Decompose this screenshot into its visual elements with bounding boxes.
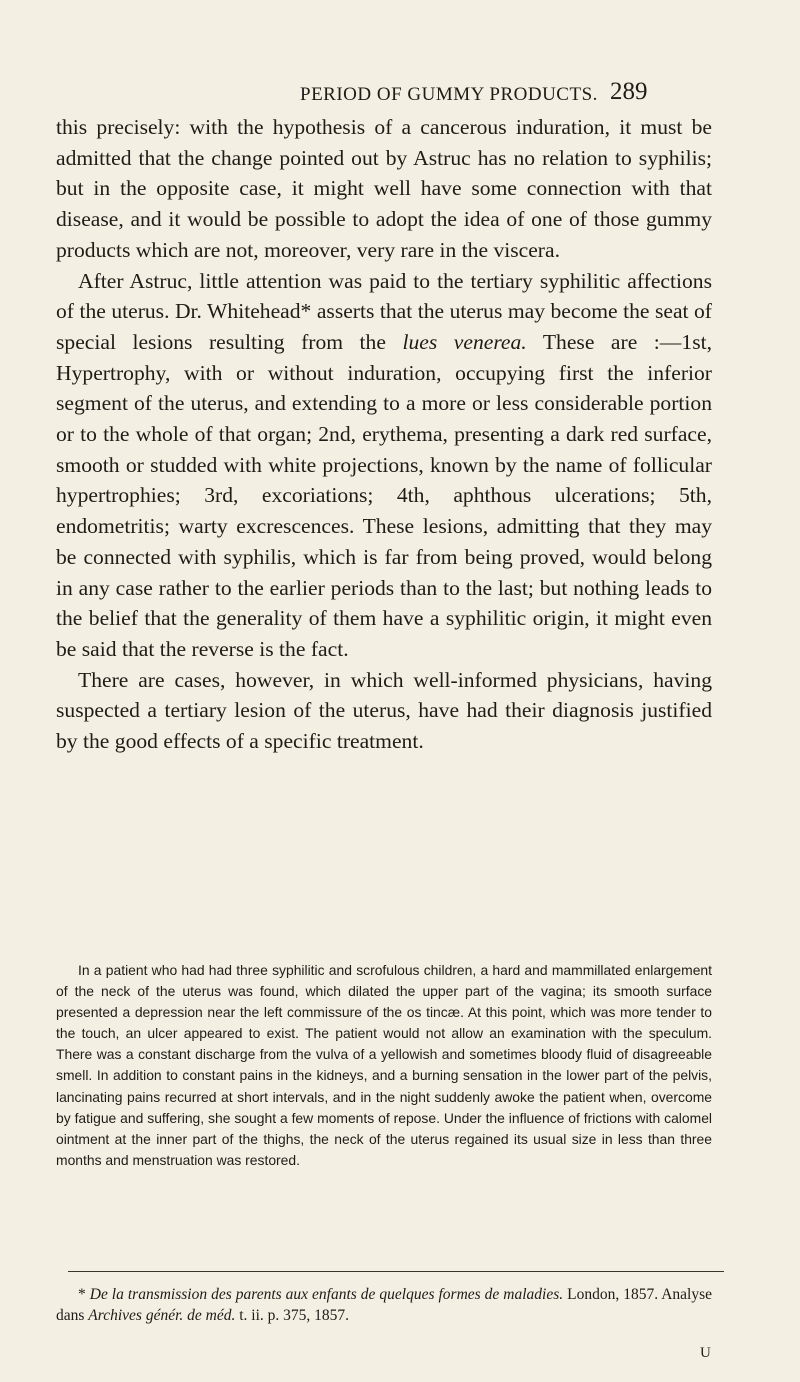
page-header (0, 78, 800, 108)
case-report (56, 960, 712, 1171)
footnote-paragraph (56, 1284, 712, 1326)
footnote-divider (68, 1271, 724, 1272)
paragraph-2-italic: lues venerea. (402, 329, 527, 354)
signature-mark: U (700, 1345, 711, 1361)
footnote-marker: * (78, 1286, 90, 1303)
paragraph-2 (56, 266, 712, 665)
footnote-tail: t. ii. p. 375, 1857. (235, 1307, 350, 1324)
running-head: PERIOD OF GUMMY PRODUCTS. (300, 84, 598, 105)
paragraph-2-part-b: These are :—1st, Hypertrophy, with or without induration, occupying first the inferior segment of the uterus, and extending to a more or less considerable portion or to the whole of that organ; 2nd, erythema, presenting a dark red surface, smooth or studded with white projections, known by the name of follicular hypertrophies; 3rd, excoriations; 4th, aphthous ulcerations; 5th, endometritis; warty excrescences. These lesions, admitting that they may be connected with syphilis, which is far from being proved, would belong in any case rather to the earlier periods than to the last; but nothing leads to the belief that the generality of them have a syphilitic origin, it might even be said that the reverse is the fact. (56, 329, 712, 661)
footnote (56, 1284, 712, 1326)
paragraph-2-part-a: After Astruc, little attention was paid to the tertiary syphilitic affections of the uterus. Dr. Whitehead* asserts that the uterus may become the seat of special lesions resulting from the (56, 268, 712, 354)
footnote-title: De la transmission des parents aux enfants de quelques formes de maladies. (89, 1286, 564, 1303)
footnote-mid: London, 1857. Analyse dans (56, 1286, 713, 1324)
case-report-paragraph: In a patient who had had three syphilitic and scrofulous children, a hard and mammillated enlargement of the neck of the uterus was found, which dilated the upper part of the vagina; its smooth surface presented a depression near the left commissure of the os tincæ. At this point, which was more tender to the touch, an ulcer appeared to exist. The patient would not allow an examination with the speculum. There was a constant discharge from the vulva of a yellowish and sometimes bloody fluid of disagreeable smell. In addition to constant pains in the kidneys, and a burning sensation in the lower part of the pelvis, lancinating pains recurred at short intervals, and in the night suddenly awoke the patient when, overcome by fatigue and suffering, she sought a few moments of repose. Under the influence of frictions with calomel ointment at the inner part of the thighs, the neck of the uterus regained its usual size in less than three months and menstruation was restored. (56, 962, 712, 1168)
main-text (56, 112, 712, 757)
page-number: 289 (610, 78, 648, 105)
paragraph-3: There are cases, however, in which well-informed physicians, having suspected a tertiary lesion of the uterus, have had their diagnosis justified by the good effects of a specific treatment. (56, 667, 712, 754)
paragraph-1: this precisely: with the hypothesis of a cancerous induration, it must be admitted that the change pointed out by Astruc has no relation to syphilis; but in the opposite case, it might well have some connection with that disease, and it would be possible to adopt the idea of one of those gummy products which are not, moreover, very rare in the viscera. (56, 115, 712, 262)
footnote-journal: Archives génér. de méd. (88, 1307, 236, 1324)
